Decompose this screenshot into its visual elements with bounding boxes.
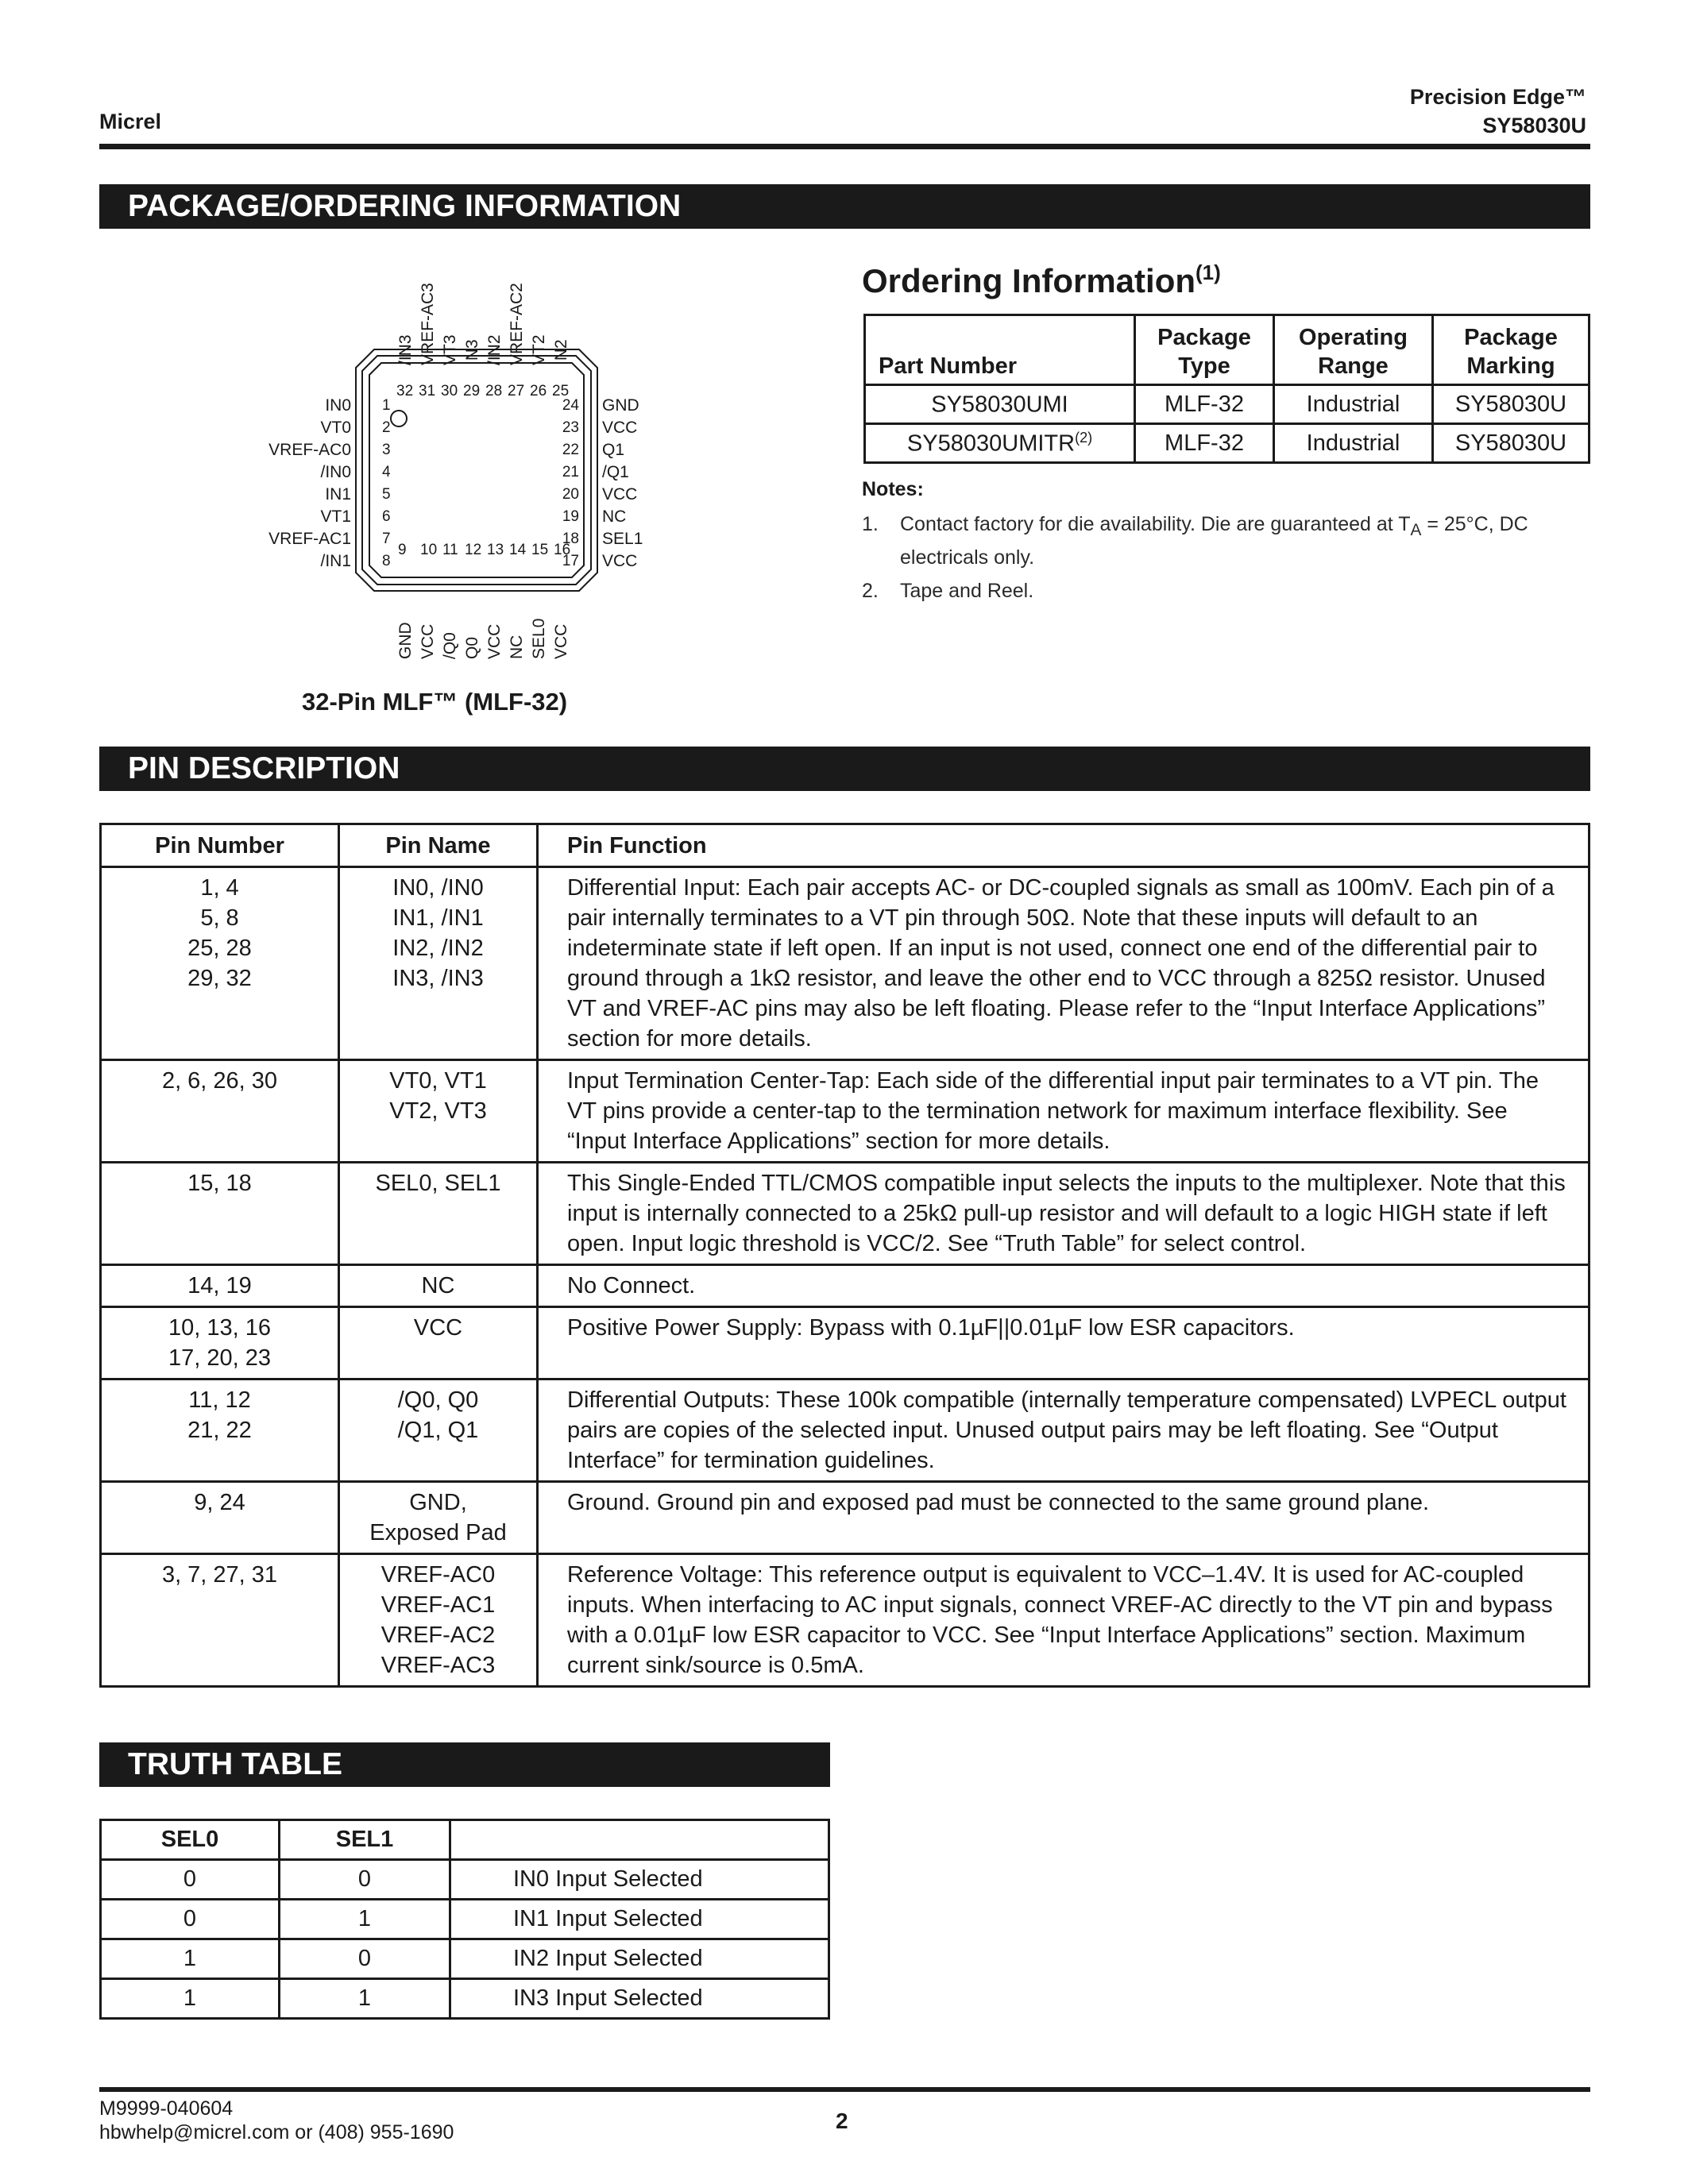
pin-function: Input Termination Center-Tap: Each side of the differential input pair terminates to a VT pin. The VT pins provide a center-tap to the termination network for maximum interface flexibility. See “Input Interface Applications” section for more details. (538, 1060, 1590, 1163)
pin-number-22: 22 (562, 442, 579, 458)
pin-label-15: SEL0 (530, 618, 548, 659)
pin-row (101, 1265, 1590, 1307)
pin-names: GND, Exposed Pad (339, 1482, 538, 1554)
pin-function: Differential Input: Each pair accepts AC- or DC-coupled signals as small as 100mV. Each pin of a pair internally terminates to a VT pin through 50Ω. Note that these inputs will default to an indeterminate state if left open. If an input is not used, connect one end of the differential pair to ground through a 1kΩ resistor, and leave the other end to VCC through a 825Ω resistor. Unused VT and VREF-AC pins may also be left floating. Please refer to the “Input Interface Applications” section for more details. (538, 867, 1590, 1060)
pin-label-5: IN1 (325, 485, 351, 504)
pin-label-8: /IN1 (320, 552, 351, 570)
pin-function: This Single-Ended TTL/CMOS compatible input selects the inputs to the multiplexer. Note that this input is internally connected to a 25kΩ pull-up resistor and will default to a logic HIGH state if left open. Input logic threshold is VCC/2. See “Truth Table” for select control. (538, 1163, 1590, 1265)
pin-number-11: 11 (442, 542, 458, 558)
product-header (1410, 83, 1586, 140)
ordering-title-text: Ordering Information (862, 262, 1196, 299)
pin-label-12: Q0 (463, 636, 481, 659)
pin-number-2: 2 (382, 419, 391, 436)
truth-sel0: 1 (101, 1979, 280, 2019)
pin-number-32: 32 (396, 383, 414, 399)
pin-number-9: 9 (398, 542, 407, 558)
truth-row (101, 1979, 829, 2019)
ordering-part-text: SY58030UMI (931, 392, 1068, 418)
note-text (900, 577, 1033, 611)
pin-number-28: 28 (485, 383, 503, 399)
pin1-marker-icon (391, 411, 407, 426)
pin-function: Positive Power Supply: Bypass with 0.1µF||0.01µF low ESR capacitors. (538, 1307, 1590, 1379)
pin-label-20: VCC (602, 485, 638, 504)
truth-row (101, 1939, 829, 1979)
pinout-diagram (254, 262, 667, 675)
pin-label-24: GND (602, 396, 639, 415)
footer-rule (99, 2087, 1590, 2092)
pin-names: IN0, /IN0 IN1, /IN1 IN2, /IN2 IN3, /IN3 (339, 867, 538, 1060)
col-package-marking: Package Marking (1433, 315, 1590, 385)
pin-label-31: VREF-AC3 (419, 283, 437, 365)
pin-number-7: 7 (382, 531, 391, 547)
pin-row (101, 1379, 1590, 1482)
product-family: Precision Edge™ (1409, 85, 1586, 109)
col-sel0: SEL0 (101, 1820, 280, 1860)
pin-number-17: 17 (562, 553, 579, 569)
truth-output: IN2 Input Selected (450, 1939, 829, 1979)
pin-numbers: 3, 7, 27, 31 (101, 1554, 339, 1687)
pin-number-24: 24 (562, 397, 579, 414)
ordering-title (862, 260, 1221, 300)
pin-number-5: 5 (382, 486, 391, 503)
note-text (900, 511, 1593, 571)
pin-label-27: VREF-AC2 (508, 283, 526, 365)
ordering-table (863, 314, 1590, 464)
pin-number-8: 8 (382, 553, 391, 569)
pin-label-3: VREF-AC0 (268, 441, 351, 459)
ordering-part (865, 424, 1135, 463)
pin-label-23: VCC (602, 419, 638, 437)
pin-number-16: 16 (554, 542, 571, 558)
truth-table (99, 1819, 830, 2020)
pin-label-7: VREF-AC1 (268, 530, 351, 548)
pin-label-28: /IN2 (485, 334, 504, 365)
pin-numbers: 11, 12 21, 22 (101, 1379, 339, 1482)
pin-row (101, 1163, 1590, 1265)
col-package-type: Package Type (1135, 315, 1274, 385)
truth-row (101, 1900, 829, 1939)
ordering-marking: SY58030U (1433, 424, 1590, 463)
pin-number-12: 12 (465, 542, 482, 558)
pin-number-25: 25 (552, 383, 570, 399)
pin-names: /Q0, Q0 /Q1, Q1 (339, 1379, 538, 1482)
pin-label-2: VT0 (320, 419, 351, 437)
pin-number-29: 29 (463, 383, 481, 399)
truth-sel1: 0 (280, 1860, 450, 1900)
truth-sel0: 1 (101, 1939, 280, 1979)
pin-numbers: 10, 13, 16 17, 20, 23 (101, 1307, 339, 1379)
pin-number-26: 26 (530, 383, 547, 399)
ordering-part-ref: (2) (1075, 429, 1093, 446)
truth-output: IN1 Input Selected (450, 1900, 829, 1939)
ordering-row (865, 385, 1590, 424)
pin-label-18: SEL1 (602, 530, 643, 548)
pin-label-30: VT3 (441, 334, 459, 365)
truth-sel0: 0 (101, 1860, 280, 1900)
pin-row (101, 1060, 1590, 1163)
pin-label-29: IN3 (463, 339, 481, 365)
pin-number-10: 10 (420, 542, 438, 558)
header-rule (99, 144, 1590, 149)
pin-label-32: /IN3 (396, 334, 415, 365)
doc-number: M9999-040604 (99, 2097, 234, 2120)
pin-function: Ground. Ground pin and exposed pad must be connected to the same ground plane. (538, 1482, 1590, 1554)
ordering-part (865, 385, 1135, 424)
ordering-marking: SY58030U (1433, 385, 1590, 424)
pin-description-table (99, 823, 1590, 1688)
pin-number-20: 20 (562, 486, 579, 503)
part-number-header: SY58030U (1482, 114, 1586, 137)
section-pin-description: PIN DESCRIPTION (99, 747, 1590, 791)
contact-info: hbwhelp@micrel.com or (408) 955-1690 (99, 2121, 454, 2143)
pin-label-14: NC (508, 635, 526, 659)
pin-number-6: 6 (382, 508, 391, 525)
pin-label-10: VCC (419, 623, 437, 659)
truth-sel1: 0 (280, 1939, 450, 1979)
pin-label-19: NC (602, 507, 627, 526)
truth-output: IN3 Input Selected (450, 1979, 829, 2019)
ordering-range: Industrial (1274, 385, 1433, 424)
col-output (450, 1820, 829, 1860)
pin-label-26: VT2 (530, 334, 548, 365)
note-text-a: Contact factory for die availability. Die are guaranteed at T (900, 513, 1411, 535)
pin-label-1: IN0 (325, 396, 351, 415)
note-item (862, 511, 1593, 571)
col-pin-number: Pin Number (101, 824, 339, 867)
ordering-range: Industrial (1274, 424, 1433, 463)
ordering-type: MLF-32 (1135, 424, 1274, 463)
section-truth-table: TRUTH TABLE (99, 1742, 830, 1787)
pin-names: VT0, VT1 VT2, VT3 (339, 1060, 538, 1163)
col-pin-name: Pin Name (339, 824, 538, 867)
ordering-type: MLF-32 (1135, 385, 1274, 424)
pin-label-6: VT1 (320, 507, 351, 526)
col-sel1: SEL1 (280, 1820, 450, 1860)
note-text-a: Tape and Reel. (900, 580, 1034, 602)
pin-label-22: Q1 (602, 441, 625, 459)
pin-label-17: VCC (602, 552, 638, 570)
pin-label-4: /IN0 (320, 463, 351, 481)
pin-number-13: 13 (487, 542, 504, 558)
pin-number-15: 15 (531, 542, 549, 558)
pin-label-21: /Q1 (602, 463, 629, 481)
pin-numbers: 14, 19 (101, 1265, 339, 1307)
note-number: 2. (862, 580, 879, 602)
truth-sel0: 0 (101, 1900, 280, 1939)
note-item (862, 577, 1593, 611)
pin-numbers: 9, 24 (101, 1482, 339, 1554)
pin-numbers: 15, 18 (101, 1163, 339, 1265)
pin-label-13: VCC (485, 623, 504, 659)
pin-number-23: 23 (562, 419, 579, 436)
section-package-ordering: PACKAGE/ORDERING INFORMATION (99, 184, 1590, 229)
col-pin-function: Pin Function (538, 824, 1590, 867)
pin-label-16: VCC (552, 623, 570, 659)
truth-sel1: 1 (280, 1979, 450, 2019)
note-sub: A (1410, 521, 1422, 539)
pin-number-18: 18 (562, 531, 579, 547)
pin-number-27: 27 (508, 383, 525, 399)
pin-row (101, 1307, 1590, 1379)
pin-numbers: 2, 6, 26, 30 (101, 1060, 339, 1163)
pin-function: Reference Voltage: This reference output is equivalent to VCC–1.4V. It is used for AC-coupled inputs. When interfacing to AC input signals, connect VREF-AC directly to the VT pin and bypass with a 0.01µF low ESR capacitor to VCC. See “Input Interface Applications” section. Maximum current sink/source is 0.5mA. (538, 1554, 1590, 1687)
pin-label-25: IN2 (552, 339, 570, 365)
ordering-part-text: SY58030UMITR (906, 430, 1076, 457)
page-number: 2 (836, 2109, 848, 2133)
company-name: Micrel (99, 110, 162, 133)
pin-names: VCC (339, 1307, 538, 1379)
note-number: 1. (862, 513, 879, 535)
note-text-b: = 25°C, DC electricals only. (900, 513, 1528, 569)
pin-numbers: 1, 4 5, 8 25, 28 29, 32 (101, 867, 339, 1060)
ordering-row (865, 424, 1590, 463)
pin-number-21: 21 (562, 464, 579, 480)
pin-names: VREF-AC0 VREF-AC1 VREF-AC2 VREF-AC3 (339, 1554, 538, 1687)
pin-names: NC (339, 1265, 538, 1307)
pin-row (101, 867, 1590, 1060)
pin-label-9: GND (396, 622, 415, 659)
truth-sel1: 1 (280, 1900, 450, 1939)
pin-number-4: 4 (382, 464, 391, 480)
pin-number-1: 1 (382, 397, 391, 414)
truth-output: IN0 Input Selected (450, 1860, 829, 1900)
pin-row (101, 1482, 1590, 1554)
notes-title: Notes: (862, 478, 924, 500)
pin-number-31: 31 (419, 383, 436, 399)
pin-number-14: 14 (509, 542, 527, 558)
pin-function: No Connect. (538, 1265, 1590, 1307)
pin-number-3: 3 (382, 442, 391, 458)
col-operating-range: Operating Range (1274, 315, 1433, 385)
truth-row (101, 1860, 829, 1900)
pin-number-30: 30 (441, 383, 458, 399)
notes-list (862, 511, 1593, 617)
col-part-number: Part Number (865, 315, 1135, 385)
pin-row (101, 1554, 1590, 1687)
package-caption: 32-Pin MLF™ (MLF-32) (302, 688, 568, 716)
pin-function: Differential Outputs: These 100k compatible (internally temperature compensated) LVPECL output pairs are copies of the selected input. Unused output pairs may be left floating. See “Output Interface” for termination guidelines. (538, 1379, 1590, 1482)
ordering-title-ref: (1) (1196, 260, 1221, 284)
pin-number-19: 19 (562, 508, 579, 525)
footer-info (99, 2097, 454, 2144)
pin-label-11: /Q0 (441, 632, 459, 659)
pin-names: SEL0, SEL1 (339, 1163, 538, 1265)
